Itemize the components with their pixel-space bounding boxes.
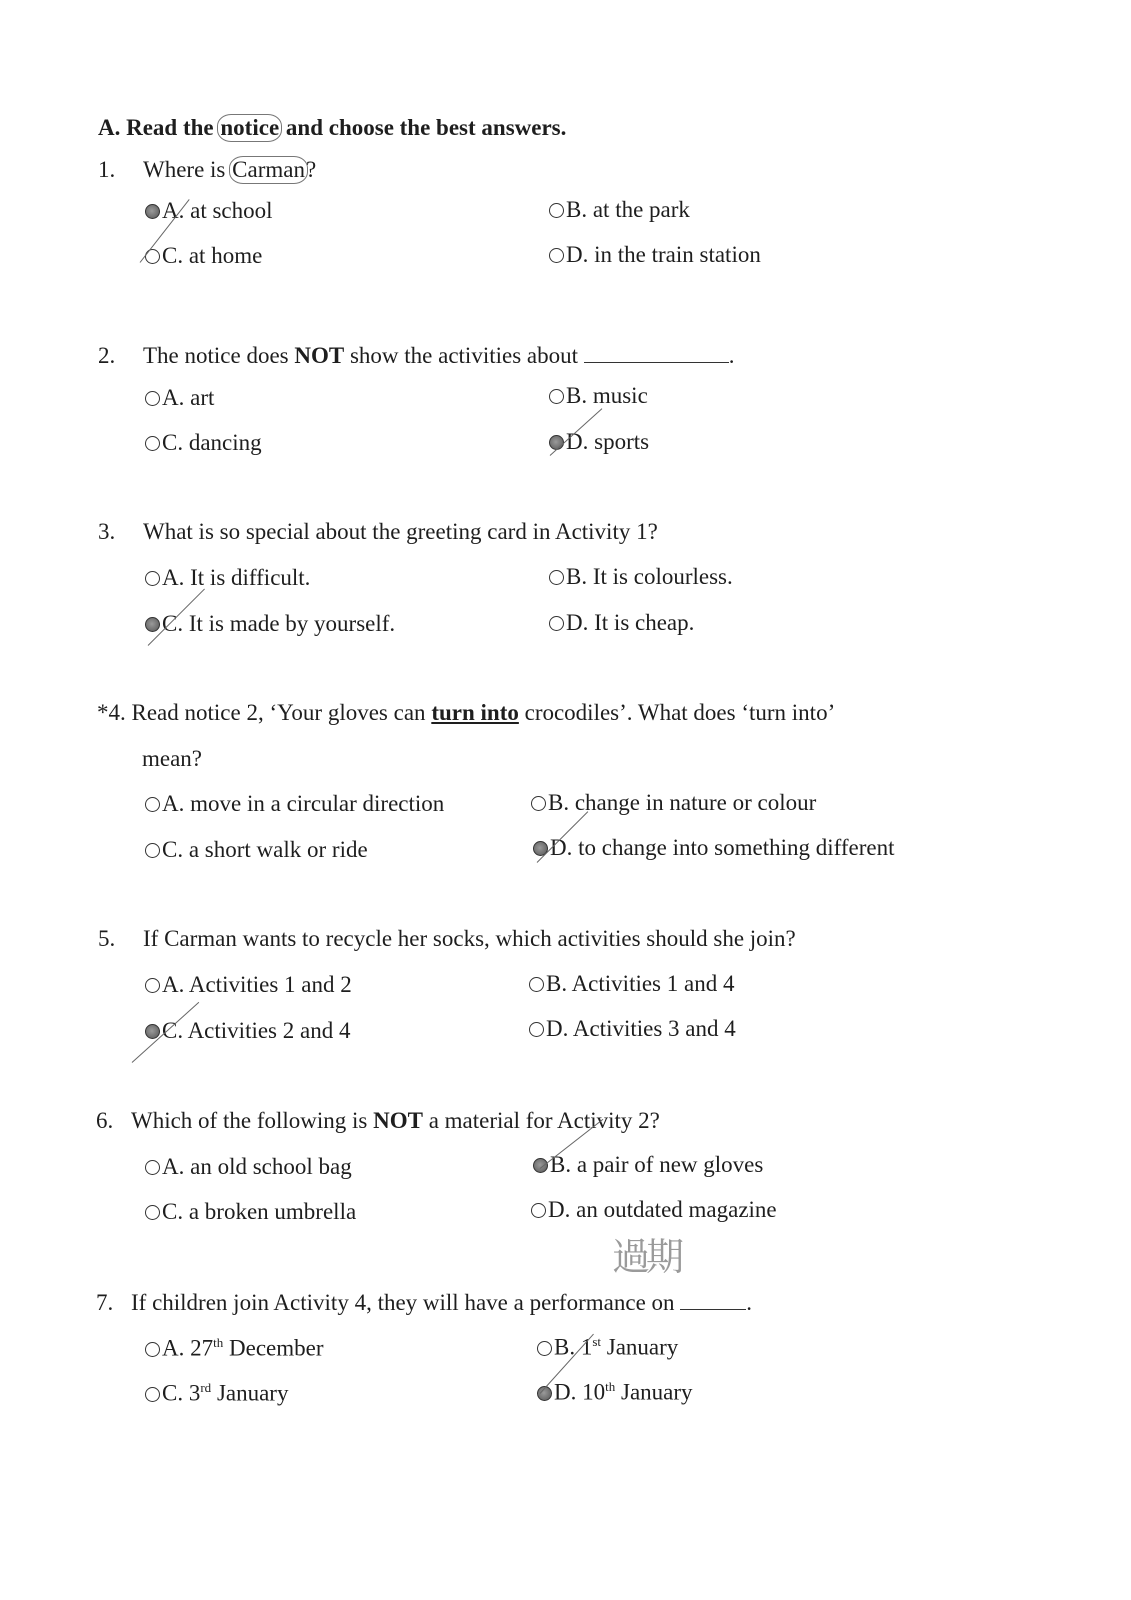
handwritten-note: 過期 <box>612 1235 681 1279</box>
empty-bubble-icon[interactable] <box>537 1341 552 1356</box>
q1-option-d[interactable]: D. in the train station <box>549 242 761 268</box>
question-4-line-2: mean? <box>142 746 203 771</box>
q6-option-d[interactable]: D. an outdated magazine <box>531 1197 777 1223</box>
empty-bubble-icon[interactable] <box>145 1387 160 1402</box>
q2-option-b[interactable]: B. music <box>549 383 648 409</box>
q6-option-b[interactable]: B. a pair of new gloves <box>533 1152 763 1178</box>
empty-bubble-icon[interactable] <box>145 843 160 858</box>
q2-option-a[interactable]: A. art <box>145 385 214 411</box>
empty-bubble-icon[interactable] <box>549 570 564 585</box>
empty-bubble-icon[interactable] <box>529 977 544 992</box>
q3-option-d[interactable]: D. It is cheap. <box>549 610 694 636</box>
question-3: 3. What is so special about the greeting card in Activity 1? <box>98 519 658 544</box>
q5-option-d[interactable]: D. Activities 3 and 4 <box>529 1016 736 1042</box>
empty-bubble-icon[interactable] <box>145 1160 160 1175</box>
empty-bubble-icon[interactable] <box>529 1022 544 1037</box>
q7-option-c[interactable]: C. 3rd January <box>145 1380 288 1407</box>
answer-blank <box>680 1291 746 1310</box>
empty-bubble-icon[interactable] <box>549 616 564 631</box>
filled-bubble-icon[interactable] <box>145 617 160 632</box>
q1-option-c[interactable]: C. at home <box>145 243 262 269</box>
question-5: 5. If Carman wants to recycle her socks, which activities should she join? <box>98 926 796 951</box>
q2-option-c[interactable]: C. dancing <box>145 430 262 456</box>
section-heading: A. Read the notice and choose the best answers. <box>98 115 567 140</box>
q4-option-a[interactable]: A. move in a circular direction <box>145 791 444 817</box>
filled-bubble-icon[interactable] <box>145 204 160 219</box>
q1-option-b[interactable]: B. at the park <box>549 197 690 223</box>
question-4: *4. Read notice 2, ‘Your gloves can turn into crocodiles’. What does ‘turn into’ <box>97 700 836 725</box>
q1-option-a[interactable]: A. at school <box>145 198 273 224</box>
empty-bubble-icon[interactable] <box>531 1203 546 1218</box>
question-7: 7. If children join Activity 4, they will have a performance on . <box>96 1290 753 1315</box>
circled-word-notice: notice <box>217 114 282 142</box>
q7-option-d[interactable]: D. 10th January <box>537 1379 693 1406</box>
empty-bubble-icon[interactable] <box>145 436 160 451</box>
q4-option-d[interactable]: D. to change into something different <box>533 835 895 861</box>
q3-option-a[interactable]: A. It is difficult. <box>145 565 310 591</box>
empty-bubble-icon[interactable] <box>145 1342 160 1357</box>
q7-option-a[interactable]: A. 27th December <box>145 1335 324 1362</box>
empty-bubble-icon[interactable] <box>145 1205 160 1220</box>
question-1: 1. Where is Carman? <box>98 157 317 182</box>
q5-option-a[interactable]: A. Activities 1 and 2 <box>145 972 352 998</box>
empty-bubble-icon[interactable] <box>549 203 564 218</box>
q3-option-c[interactable]: C. It is made by yourself. <box>145 611 395 637</box>
empty-bubble-icon[interactable] <box>145 391 160 406</box>
q6-option-a[interactable]: A. an old school bag <box>145 1154 352 1180</box>
q4-option-b[interactable]: B. change in nature or colour <box>531 790 816 816</box>
q6-option-c[interactable]: C. a broken umbrella <box>145 1199 356 1225</box>
q5-option-b[interactable]: B. Activities 1 and 4 <box>529 971 734 997</box>
empty-bubble-icon[interactable] <box>145 797 160 812</box>
q3-option-b[interactable]: B. It is colourless. <box>549 564 733 590</box>
circled-word-carman: Carman <box>229 156 308 184</box>
answer-blank <box>584 344 729 363</box>
q5-option-c[interactable]: C. Activities 2 and 4 <box>145 1018 350 1044</box>
empty-bubble-icon[interactable] <box>531 796 546 811</box>
question-6: 6. Which of the following is NOT a material for Activity 2? <box>96 1108 660 1133</box>
q2-option-d[interactable]: D. sports <box>549 429 649 455</box>
empty-bubble-icon[interactable] <box>549 248 564 263</box>
empty-bubble-icon[interactable] <box>145 978 160 993</box>
empty-bubble-icon[interactable] <box>549 389 564 404</box>
filled-bubble-icon[interactable] <box>533 1158 548 1173</box>
q7-option-b[interactable]: B. 1st January <box>537 1334 678 1361</box>
q4-option-c[interactable]: C. a short walk or ride <box>145 837 368 863</box>
question-2: 2. The notice does NOT show the activities about . <box>98 343 735 368</box>
empty-bubble-icon[interactable] <box>145 571 160 586</box>
